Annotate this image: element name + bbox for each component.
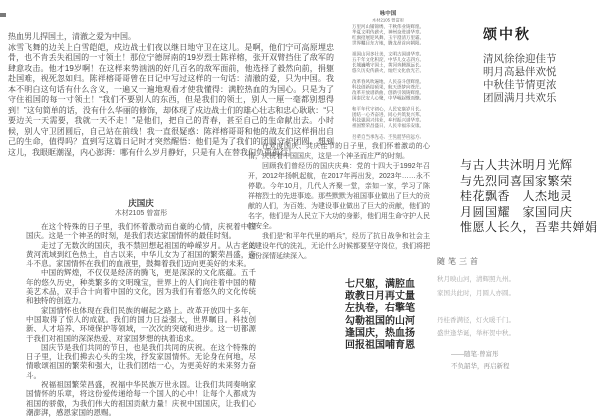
poem-line: 长城巍峨守国土，黄河奔腾源远长。 <box>351 62 424 68</box>
poem-line: 吾辈自当承先志，不负韶华向远方。 <box>351 134 424 139</box>
poem-line: 惟愿人长久，吾辈共婵娟 <box>460 220 598 234</box>
poem-line: 科技强国兴伟业，乡村振兴谱华章。 <box>351 117 424 123</box>
poem-line: 清风徐徐迎佳节 <box>483 53 557 65</box>
signature-line: 不负韶华，再启新程 <box>451 362 510 370</box>
poem-line: 月圆国耀 家国同庆 <box>460 204 573 219</box>
poem-line: 勾勒祖国的山河 <box>345 315 415 327</box>
poem-line: 团结一心齐奋进，同心共筑复兴邦。 <box>351 112 424 117</box>
essay-author: 木材2105 曾富彤 <box>114 210 168 217</box>
poem-yong-zhongguo-inner <box>344 10 432 140</box>
poem-line: 改革春风吹遍地，人民奋斗创辉煌。 <box>351 79 424 84</box>
paragraph: 祝福祖国繁荣昌盛，祝福中华民族万世永固。让我们共同奏响家国情怀的乐章，将这份爱传递给每一个国人的心中！让每个人都成为祖国的骄傲，为我们伟大的祖国贡献力量！庆祝中国国庆，让我们心潮澎湃，感恩家国的恩赐。 <box>26 380 256 417</box>
poem-line: 与先烈同喜国家繁荣 <box>460 173 573 188</box>
poem-line: 中秋佳节情更浓 <box>483 79 557 91</box>
poem-line: 祖国山河多壮美，文明古国谱华章。 <box>351 51 424 57</box>
poem-line: 万里河山铺锦绣，千秋伟业铸辉煌。 <box>351 24 424 29</box>
paragraph: 我们是“和平年代里的哨兵”，经历了抗日战争和社会主义建设年代的洗礼，无论什么时候都要坚守岗位，我们将把这份深情延续深入。 <box>248 233 430 260</box>
poem-line: 桂花飘香 人杰地灵 <box>460 189 573 203</box>
paragraph: 国庆节是我们共同的节日，也是我们共同的庆祝。在这个特殊的日子里，让我们拂去心头的尘埃，抒发家国情怀。无论身在何地，尽情歌颂祖国的繁荣和强大，让我们团结一心，为更美好的未来努力奋斗。 <box>26 342 256 380</box>
essay-border-soldiers <box>8 32 334 158</box>
paragraph: 在欢度国庆、共庆佳节的日子里，我们怀着激动的心情，庆祝着中国国庆，这是一个神圣而庄严的时刻。 <box>248 143 430 160</box>
poem-title: 咏中国 <box>379 10 397 17</box>
poem-line: 回报祖国哺育恩 <box>345 340 415 352</box>
paragraph: 在这个特殊的日子里，我们怀着激动而自豪的心情，庆祝着中国国庆。这是一个神圣的时刻，是我们表达家国情怀的最佳时刻。 <box>26 222 256 241</box>
poem-line: 敢教日月再丈量 <box>345 291 415 303</box>
notes-line <box>437 300 547 314</box>
essay-border-body: 冰雪飞舞的边关上白雪皑皑，戍边战士们夜以继日地守卫在这儿。是啊，他们宁可高原埋忠骨，也不肯丢失祖国的一寸领土！那位宁德屏南的19岁烈士陈祥榕，张开双臂挡住了敌军的肆意攻击。他才19岁啊！在这样来势汹汹的好几百名的敌军面前，他选择了毅然向前，捐躯赴国难，视死忽如归。陈祥榕哥哥曾在日记中写过这样的一句话：清澈的爱，只为中国。我本不明白这句话有什么含义，一遍又一遍地观看才使我懂得：满腔热血的为国心。只是为了守住祖国的每一寸领土！“我们不要别人的东西，但是我们的领土，别人一厘一毫都别想得到！”这句简单的话，没有什么华丽的修饰，却体现了戍边战士们的雄心壮志和忠心耿耿：“只要边关一天需要，我就一天不走！”是他们，把自己的青春，甚至自己的生命献出去。小时候，别人守卫团圆后，自己站在前线！我一直很疑惑：陈祥榕哥哥和他的战友们这样捐出自己的生命，值得吗？直到写这篇日记时才突然醒悟：他们是为了我们的团圆守护团圆。想到这儿，我眼眶潮湿，内心澎湃：哪有什么岁月静好，只是有人在替我们负重前行！ <box>8 42 334 157</box>
notes-signature <box>437 349 547 373</box>
poem-line: 明月高悬伴欢悦 <box>483 66 557 78</box>
poem-bold-patriotic <box>345 279 440 352</box>
essay-paragraphs <box>26 222 256 417</box>
poem-line: 国泰民安人心聚，中华崛起慨而慷。 <box>351 95 424 101</box>
poem-line: 七尺躯，满腔血 <box>345 279 415 290</box>
paragraph: 走过了无数次的国庆，我不禁回想起祖国的峥嵘岁月。从古老的黄河流域到红色热土，自古以来，中华儿女为了祖国的繁荣昌盛，奋斗不息。家国情怀在我们的血液里，鼓舞着我们迈向更美好的未来。 <box>26 240 256 269</box>
poem-line: 左执卷，右擎笔 <box>345 303 415 315</box>
poem-line: 世界瞩目东方地，腾龙昂首向朝阳。 <box>351 40 424 46</box>
notes-line: 盛世逢华诞，举杯贺中秋。 <box>437 330 515 337</box>
poem-author: 木材2105 曾富彤 <box>372 17 404 23</box>
notes-suibi-sanshou <box>437 256 547 373</box>
poem-lines <box>345 279 440 352</box>
notes-title: 随笔三首 <box>437 257 481 266</box>
poem-line: 科技创新结硕果，航天逐梦向苍茫。 <box>351 84 424 90</box>
notes-lines <box>437 273 547 341</box>
poem-song-zhongqiu <box>483 24 593 105</box>
essay-title: 庆国庆 <box>128 198 154 208</box>
poem-mid-autumn-couplets <box>460 158 600 236</box>
poem-line: 和平年代守初心，人民安康岁月长。 <box>351 106 424 112</box>
essay-paragraphs <box>248 142 430 262</box>
poem-line: 红旗招展迎风舞，玉宇澄清万里霜。 <box>351 35 424 40</box>
essay-border-lead: 热血男儿捍国土，清澈之爱为中国。 <box>8 32 136 41</box>
poem-line <box>344 140 432 141</box>
poem-line: 团圆满月共欢乐 <box>483 92 557 104</box>
poem-yong-zhongguo <box>344 10 432 140</box>
poem-title: 颂中秋 <box>483 26 531 42</box>
paragraph: 家国情怀也体现在我们民族的崛起之路上。改革开放四十多年，中国取得了惊人的成就。我们的国力日益强大，世界瞩目。科技创新、人才培养、环境保护等领域，一次次的突破和进步。这一切都源于我们对祖国的深深热爱、对家国梦想的执着追求。 <box>26 305 256 343</box>
signature-line: ——随笔·曾富彤 <box>451 350 499 358</box>
poem-lines <box>483 53 593 105</box>
poem-line: 改革开放谱新曲，创新引领铸辉煌。 <box>351 90 424 95</box>
poem-line: 华夏文明传薪火，神州奋进谱华章。 <box>351 29 424 35</box>
essay-qing-guoqing <box>26 197 256 417</box>
notes-line: 秋月映山河，清辉照九州。 <box>437 276 515 283</box>
poem-lines <box>460 158 600 236</box>
notes-line: 家国共此时，月圆人亦圆。 <box>437 289 515 297</box>
poem-line: 祖国繁荣昌盛日，人民幸福乐安康。 <box>351 123 424 128</box>
poem-line: 逢国庆，热血扬 <box>345 327 415 339</box>
notes-line: 丹桂香满径，灯火暖千门。 <box>437 316 515 324</box>
poem-line: 与古人共沐明月光辉 <box>460 158 573 172</box>
paragraph: 回顾我们曾经历的国庆庆典：党的十四大于1992年召开，2012年扬帆起航，在2017年再出发，2023年……永不停歇。今年10月，几代人齐聚一堂，亲如一家，学习了陈祥榕烈士的先进事迹。那些默默为祖国事业做出了巨大的贡献的人们，为百姓、为建设事业做出了巨大的贡献，他们的名字，他们是为人民立下大功的身影，他们用生命守护人民的安全。 <box>248 163 430 230</box>
corner-mark <box>0 13 6 17</box>
poem-line: 五千年文化积淀，中华儿女志四方。 <box>351 57 424 62</box>
poem-lines <box>344 24 432 140</box>
essay-national-day-middle <box>248 142 430 262</box>
paragraph: 中国的辉煌，不仅仅是经济的腾飞，更是深深的文化底蕴。五千年的悠久历史，种类繁多的文明瑰宝，世界上的人们向往着中国的精美艺术品，双手合十向着中国的文化，因为我们有着悠久的文化传统和独特的创造力。 <box>26 268 256 306</box>
poem-line: 悠久历史传薪火，灿烂文化放光芒。 <box>351 68 424 73</box>
